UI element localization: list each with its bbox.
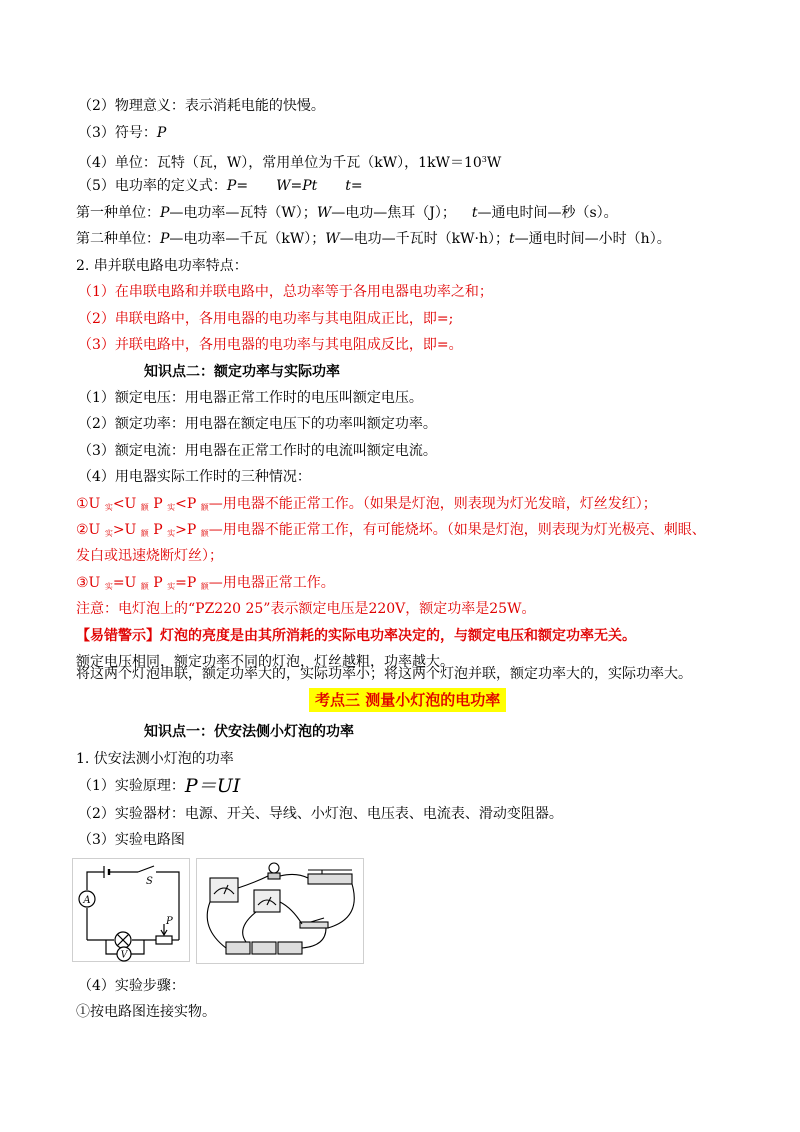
series-parallel-item-1: （1）在串联电路和并联电路中，总功率等于各用电器电功率之和；	[78, 284, 493, 300]
rated-item-1: （1）额定电压：用电器正常工作时的电压叫额定电压。	[78, 390, 423, 406]
topic-3-heading: 考点三 测量小灯泡的电功率	[309, 688, 506, 712]
line-unit-system-2: 第二种单位：P—电功率—千瓦（kW）；W—电功—千瓦时（kW·h）；t—通电时间—小时（h）。	[76, 231, 671, 247]
rated-item-2: （2）额定功率：用电器在额定电压下的功率叫额定功率。	[78, 416, 437, 432]
ammeter-label: A	[83, 895, 91, 906]
knowledge-point-1-title: 知识点一：伏安法侧小灯泡的功率	[144, 724, 354, 740]
line-definition: （5）电功率的定义式：P= W=Pt t=	[78, 178, 363, 194]
section-series-parallel-title: 2. 串并联电路电功率特点：	[76, 258, 248, 274]
experiment-equipment: （2）实验器材：电源、开关、导线、小灯泡、电压表、电流表、滑动变阻器。	[78, 806, 563, 822]
line-symbol: （3）符号：P	[78, 125, 167, 141]
series-parallel-compare-text: 将这两个灯泡串联，额定功率大的，实际功率小；将这两个灯泡并联，额定功率大的，实际功率大。	[76, 666, 692, 682]
case-rated-voltage: ③U $_实$=U $_额$ P $_实$=P $_额$—用电器正常工作。	[76, 575, 335, 591]
slider-label: P	[166, 916, 173, 927]
case-under-voltage: ①U $_实$<U $_额$ P $_实$<P $_额$—用电器不能正常工作。（如果是灯泡，则表现为灯光发暗，灯丝发红）；	[76, 496, 657, 512]
line-physical-meaning: （2）物理意义：表示消耗电能的快慢。	[78, 98, 325, 114]
switch-label: S	[146, 876, 153, 887]
power-formula: P＝UI	[184, 775, 241, 797]
voltmeter-label: V	[120, 950, 128, 961]
note-bulb-label: 注意：电灯泡上的“PZ220 25”表示额定电压是220V，额定功率是25W。	[76, 601, 536, 617]
line-unit-system-1: 第一种单位：P—电功率—瓦特（W）；W—电功—焦耳（J）； t—通电时间—秒（s）。	[76, 205, 618, 221]
series-parallel-item-3: （3）并联电路中，各用电器的电功率与其电阻成反比，即=。	[78, 337, 463, 353]
case-over-voltage: ②U $_实$>U $_额$ P $_实$>P $_额$—用电器不能正常工作，有可能烧坏。（如果是灯泡，则表现为灯光极亮、刺眼、	[76, 522, 706, 538]
experiment-principle: （1）实验原理：P＝UI	[78, 775, 241, 797]
knowledge-point-2-title: 知识点二：额定功率与实际功率	[144, 364, 340, 380]
experiment-steps-label: （4）实验步骤：	[78, 978, 185, 994]
series-parallel-item-2: （2）串联电路中，各用电器的电功率与其电阻成正比，即=;	[78, 311, 454, 327]
rated-item-4: （4）用电器实际工作时的三种情况：	[78, 469, 311, 485]
line-units: （4）单位：瓦特（瓦，W），常用单位为千瓦（kW），$1kW=10^3W$	[78, 155, 502, 171]
experiment-circuit-label: （3）实验电路图	[78, 832, 185, 848]
experiment-step-1: ①按电路图连接实物。	[76, 1004, 216, 1020]
apparatus-photo-illustration	[196, 858, 364, 964]
circuit-schematic-diagram	[72, 858, 190, 962]
error-warning: 【易错警示】灯泡的亮度是由其所消耗的实际电功率决定的，与额定电压和额定功率无关。	[76, 628, 636, 644]
case-over-voltage-continued: 发白或迅速烧断灯丝）；	[76, 548, 223, 564]
method-title: 1. 伏安法测小灯泡的功率	[76, 751, 234, 767]
same-voltage-note: 额定电压相同，额定功率不同的灯泡，灯丝越粗，功率越大。	[76, 654, 454, 670]
rated-item-3: （3）额定电流：用电器在正常工作时的电流叫额定电流。	[78, 443, 437, 459]
